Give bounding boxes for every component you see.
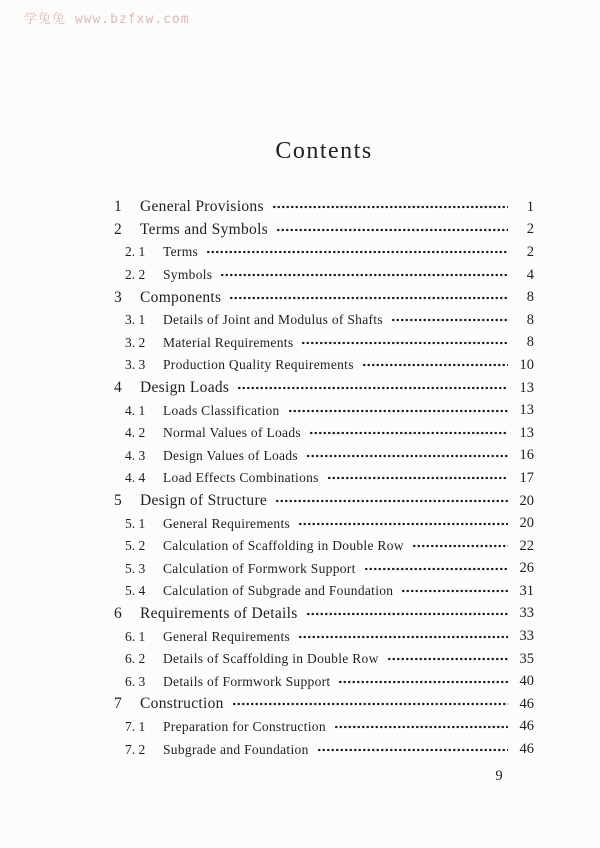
dot-leader: [387, 656, 508, 662]
dot-leader: [229, 295, 508, 301]
toc-entry-page: 31: [519, 582, 534, 599]
toc-entry: [114, 332, 534, 355]
toc-entry: [114, 264, 534, 287]
toc-entry: [114, 535, 534, 558]
dot-leader: [275, 498, 508, 504]
dot-leader: [401, 588, 508, 594]
toc-entry: [114, 738, 534, 761]
dot-leader: [327, 475, 508, 481]
toc-entry: [114, 286, 534, 309]
toc-entry-title: Requirements of Details: [140, 604, 298, 622]
toc-entry-number: 5. 4: [125, 583, 146, 599]
toc-entry-title: Terms and Symbols: [140, 220, 269, 238]
toc-entry-page: 46: [519, 695, 534, 712]
toc-entry-title: General Requirements: [163, 515, 291, 531]
toc-entry: [114, 354, 534, 377]
toc-entry-page: 2: [526, 221, 534, 238]
toc-entry-title: Loads Classification: [163, 402, 280, 418]
toc-entry: [114, 399, 534, 422]
toc-entry: [114, 648, 534, 671]
toc-entry: [114, 422, 534, 445]
toc-entry-title: Material Requirements: [163, 334, 294, 350]
toc-entry: [114, 693, 534, 716]
dot-leader: [276, 227, 508, 233]
toc-entry: [114, 445, 534, 468]
toc-entry-number: 7. 2: [125, 741, 146, 757]
toc-entry-number: 6. 1: [125, 628, 146, 644]
toc-entry-title: Normal Values of Loads: [163, 425, 301, 441]
footer-page-number: 9: [495, 768, 503, 784]
toc-entry: [114, 377, 534, 400]
toc-entry-number: 2: [114, 220, 122, 238]
toc-entry-title: Details of Joint and Modulus of Shafts: [163, 312, 383, 328]
toc-entry-page: 1: [526, 198, 534, 215]
toc-entry-number: 1: [114, 198, 122, 216]
toc-entry-number: 7: [114, 695, 122, 713]
toc-entry-number: 3. 2: [125, 334, 146, 350]
toc-entry-number: 2. 2: [125, 267, 146, 283]
toc-entry-number: 4. 2: [125, 425, 146, 441]
toc-entry-page: 33: [519, 628, 534, 645]
dot-leader: [272, 204, 508, 210]
toc-entry-title: Design Values of Loads: [163, 447, 298, 463]
toc-entry-number: 3. 1: [125, 312, 146, 328]
toc-entry-title: General Requirements: [163, 628, 291, 644]
toc-entry-number: 5. 2: [125, 538, 146, 554]
dot-leader: [298, 634, 508, 640]
table-of-contents: [114, 196, 534, 761]
page-title: Contents: [275, 138, 373, 164]
toc-entry-page: 2: [526, 243, 534, 260]
toc-entry-page: 8: [526, 311, 534, 328]
toc-entry-title: Details of Scaffolding in Double Row: [163, 651, 379, 667]
toc-entry-page: 16: [519, 447, 534, 464]
toc-entry-page: 46: [519, 741, 534, 758]
toc-entry: [114, 490, 534, 513]
toc-entry-number: 4: [114, 379, 122, 397]
dot-leader: [309, 430, 508, 436]
toc-entry-page: 8: [526, 334, 534, 351]
toc-entry-number: 5. 3: [125, 560, 146, 576]
toc-entry: [114, 512, 534, 535]
toc-entry-title: Subgrade and Foundation: [163, 741, 309, 757]
toc-entry-title: Symbols: [163, 267, 213, 283]
toc-entry-page: 40: [519, 673, 534, 690]
toc-entry-number: 7. 1: [125, 718, 146, 734]
dot-leader: [220, 272, 508, 278]
toc-entry: [114, 625, 534, 648]
dot-leader: [338, 679, 508, 685]
toc-entry: [114, 670, 534, 693]
toc-entry-title: Details of Formwork Support: [163, 673, 331, 689]
toc-entry-title: General Provisions: [140, 198, 264, 216]
toc-entry-number: 2. 1: [125, 244, 146, 260]
dot-leader: [206, 249, 508, 255]
dot-leader: [306, 611, 508, 617]
toc-entry: [114, 580, 534, 603]
toc-entry-number: 5. 1: [125, 515, 146, 531]
toc-entry-page: 13: [519, 379, 534, 396]
toc-entry-number: 4. 4: [125, 470, 146, 486]
toc-entry-page: 17: [519, 469, 534, 486]
dot-leader: [237, 385, 508, 391]
toc-entry-page: 20: [519, 492, 534, 509]
watermark-text: 学兔兔 www.bzfxw.com: [24, 12, 190, 27]
toc-entry-page: 22: [519, 537, 534, 554]
toc-entry-number: 6: [114, 604, 122, 622]
dot-leader: [391, 317, 508, 323]
toc-entry-page: 33: [519, 605, 534, 622]
toc-entry-title: Components: [140, 288, 222, 306]
dot-leader: [298, 521, 508, 527]
toc-entry-page: 4: [526, 266, 534, 283]
toc-entry-title: Calculation of Scaffolding in Double Row: [163, 538, 404, 554]
dot-leader: [317, 747, 508, 753]
toc-entry-title: Design of Structure: [140, 492, 268, 510]
dot-leader: [362, 362, 508, 368]
toc-entry-number: 4. 3: [125, 447, 146, 463]
toc-entry-number: 5: [114, 492, 122, 510]
toc-entry-page: 35: [519, 650, 534, 667]
toc-entry-title: Design Loads: [140, 379, 230, 397]
dot-leader: [288, 408, 508, 414]
toc-entry: [114, 558, 534, 581]
toc-entry: [114, 241, 534, 264]
toc-entry-number: 4. 1: [125, 402, 146, 418]
toc-entry-page: 10: [519, 356, 534, 373]
toc-entry-title: Load Effects Combinations: [163, 470, 319, 486]
toc-entry-page: 13: [519, 424, 534, 441]
dot-leader: [364, 566, 508, 572]
toc-entry-title: Terms: [163, 244, 199, 260]
toc-entry: [114, 467, 534, 490]
dot-leader: [232, 701, 508, 707]
toc-entry-number: 3: [114, 288, 122, 306]
toc-entry-number: 6. 2: [125, 651, 146, 667]
toc-entry-title: Production Quality Requirements: [163, 357, 354, 373]
toc-entry: [114, 309, 534, 332]
toc-entry-page: 8: [526, 289, 534, 306]
toc-entry-title: Calculation of Formwork Support: [163, 560, 356, 576]
toc-entry: [114, 196, 534, 219]
dot-leader: [306, 453, 508, 459]
toc-entry-page: 13: [519, 402, 534, 419]
toc-entry-title: Calculation of Subgrade and Foundation: [163, 583, 394, 599]
toc-entry-page: 20: [519, 515, 534, 532]
dot-leader: [301, 340, 508, 346]
toc-entry: [114, 716, 534, 739]
toc-entry: [114, 603, 534, 626]
toc-entry-page: 26: [519, 560, 534, 577]
toc-entry-page: 46: [519, 718, 534, 735]
toc-entry-title: Construction: [140, 695, 224, 713]
toc-entry-number: 3. 3: [125, 357, 146, 373]
toc-entry-title: Preparation for Construction: [163, 718, 326, 734]
toc-entry: [114, 219, 534, 242]
dot-leader: [412, 543, 508, 549]
toc-entry-number: 6. 3: [125, 673, 146, 689]
dot-leader: [334, 724, 508, 730]
